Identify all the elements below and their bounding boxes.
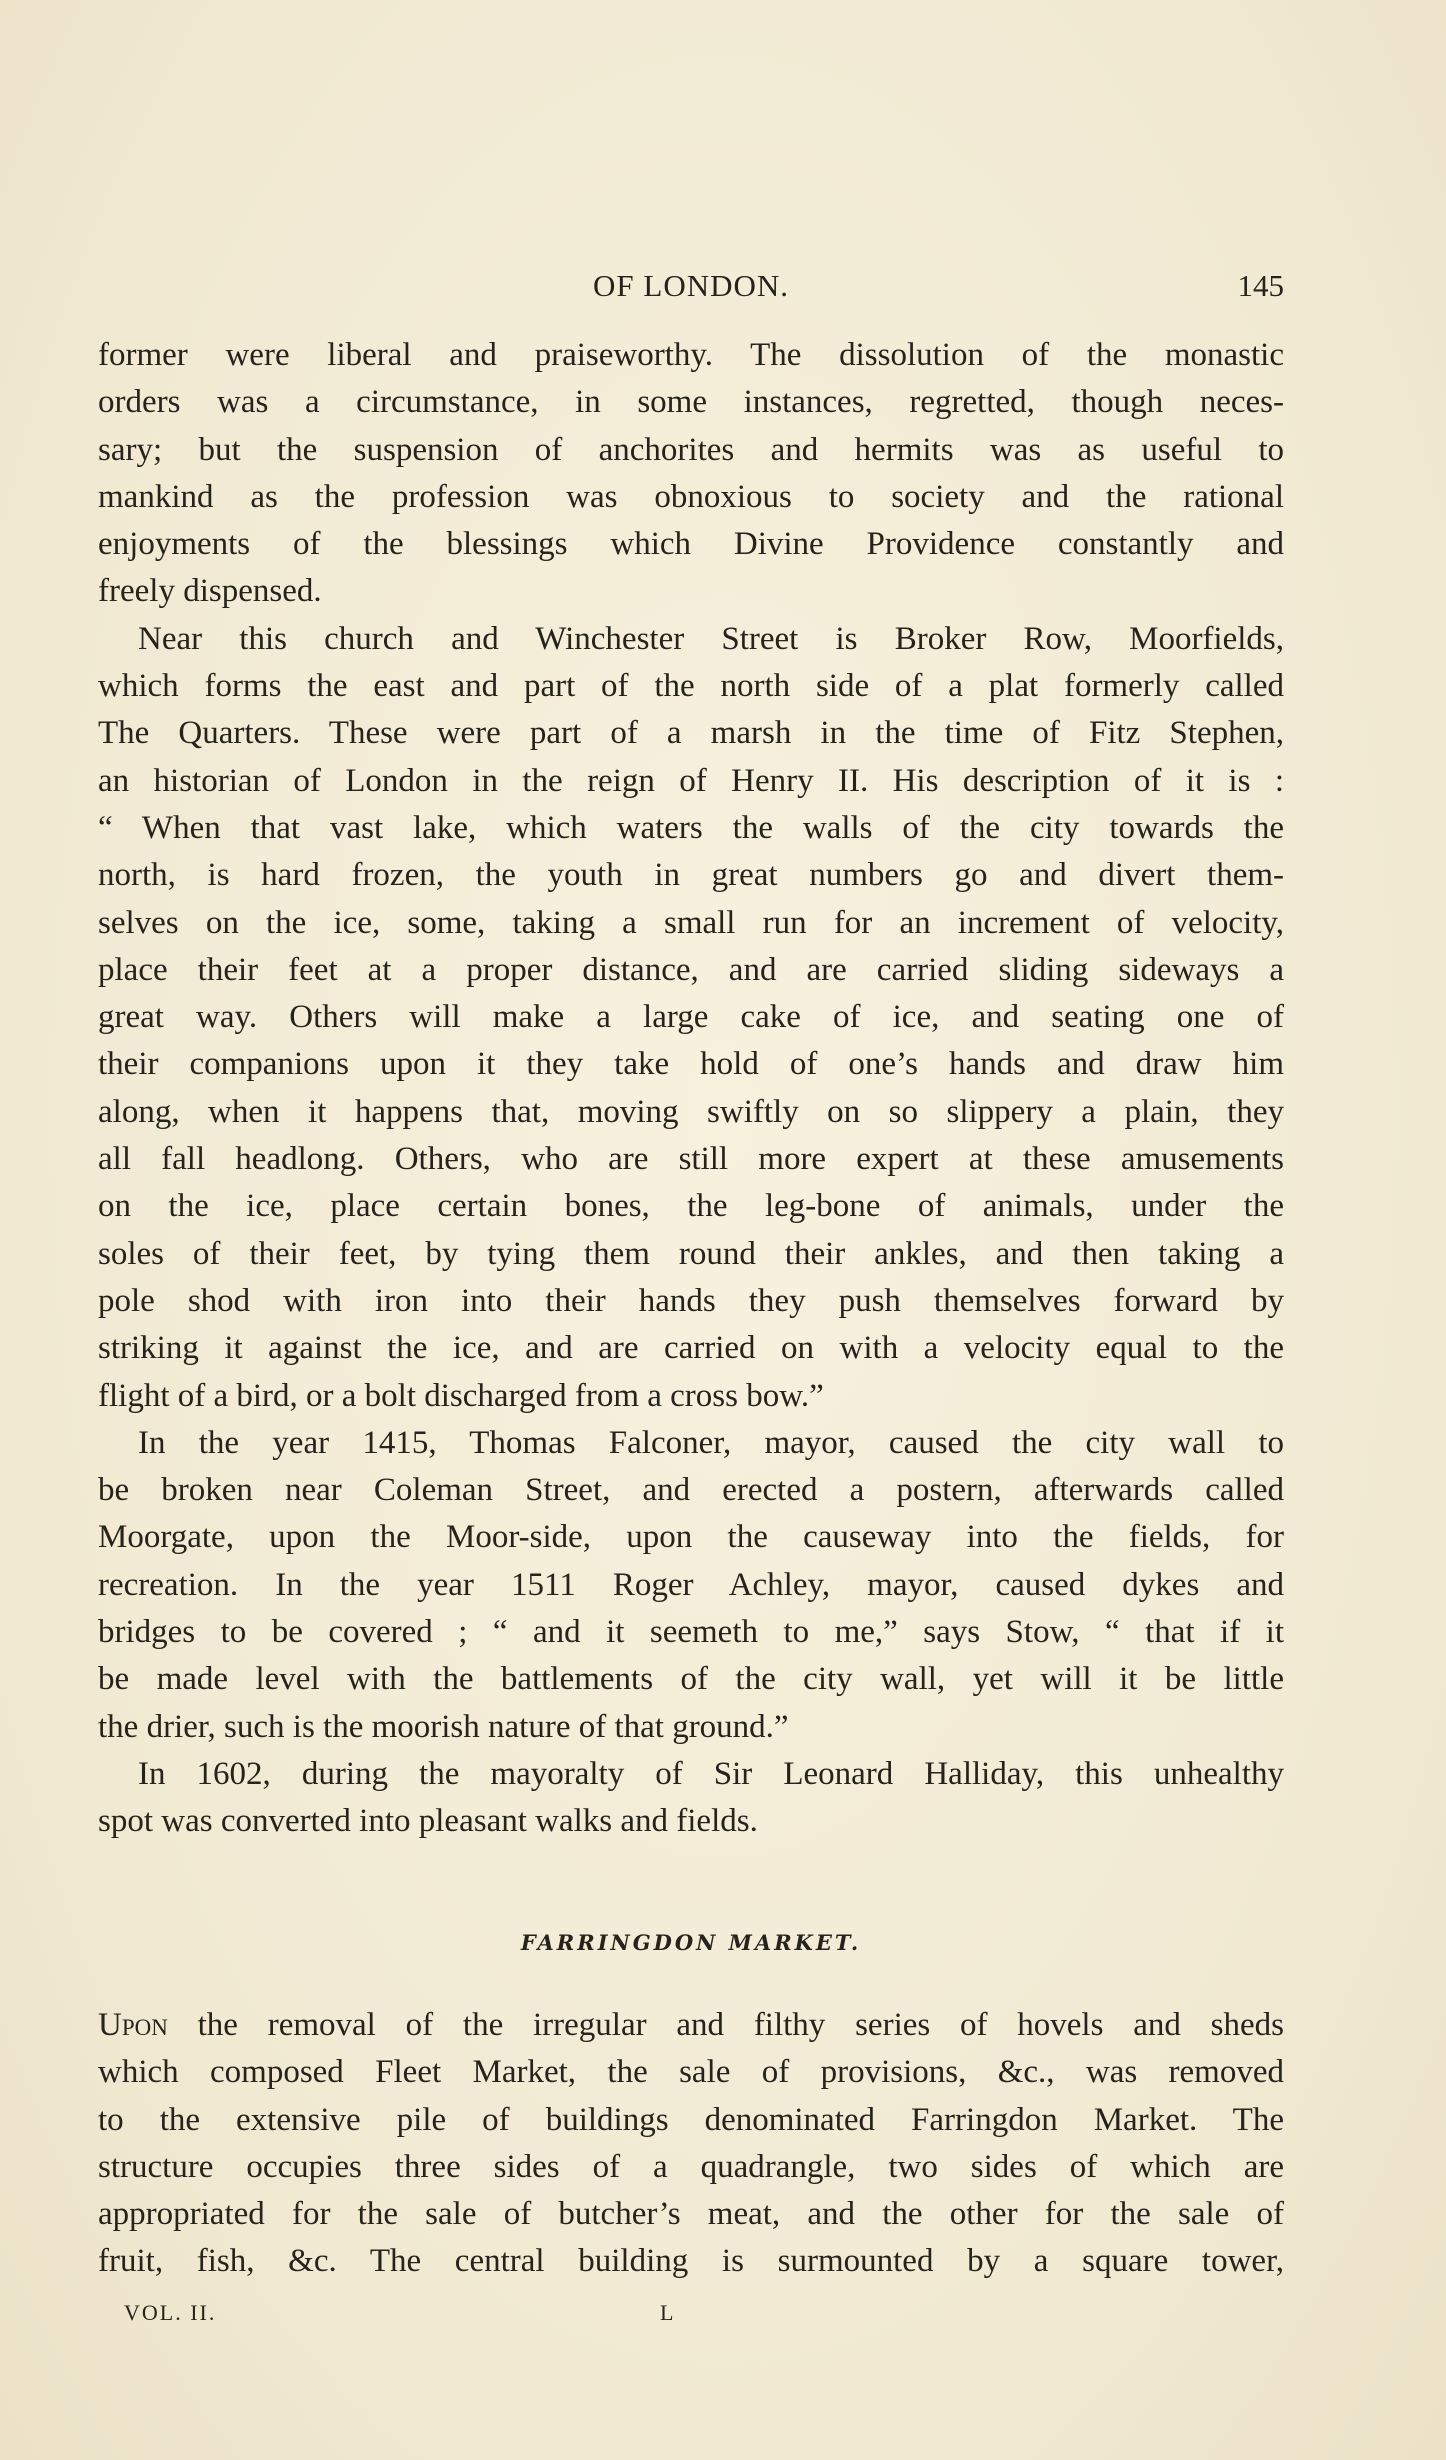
text-line: along, when it happens that, moving swiftly on so slippery a plain, they — [98, 1093, 1284, 1130]
body-text — [98, 332, 1284, 1846]
text-line: former were liberal and praiseworthy. The dissolution of the monastic — [98, 337, 1284, 373]
text-line: The Quarters. These were part of a marsh in the time of Fitz Stephen, — [98, 715, 1284, 752]
text-line: structure occupies three sides of a quadrangle, two sides of which are — [98, 2148, 1284, 2185]
text-line: In the year 1415, Thomas Falconer, mayor, caused the city wall to — [138, 1424, 1284, 1461]
section-body — [98, 2002, 1284, 2286]
text-line: enjoyments of the blessings which Divine Providence constantly and — [98, 526, 1284, 563]
text-line: mankind as the profession was obnoxious to society and the rational — [98, 478, 1284, 515]
text-line: their companions upon it they take hold of one’s hands and draw him — [98, 1046, 1284, 1083]
signature-mark: L — [660, 2300, 676, 2325]
text-line: great way. Others will make a large cake of ice, and seating one of — [98, 999, 1284, 1036]
text-line: on the ice, place certain bones, the leg-bone of animals, under the — [98, 1188, 1284, 1225]
text-line: bridges to be covered ; “ and it seemeth to me,” says Stow, “ that if it — [98, 1614, 1284, 1651]
text-line: which composed Fleet Market, the sale of provisions, &c., was removed — [98, 2054, 1284, 2091]
first-line-rest: the removal of the irregular and filthy series of hovels and sheds — [167, 2007, 1284, 2043]
text-line: spot was converted into pleasant walks and fields. — [98, 1803, 758, 1840]
text-line: selves on the ice, some, taking a small run for an increment of velocity, — [98, 904, 1284, 941]
running-head-title: OF LONDON. — [593, 268, 789, 303]
text-line: appropriated for the sale of butcher’s meat, and the other for the sale of — [98, 2196, 1284, 2233]
text-line: the drier, such is the moorish nature of that ground.” — [98, 1708, 789, 1745]
text-line: which forms the east and part of the north side of a plat formerly called — [98, 668, 1284, 705]
text-line: an historian of London in the reign of Henry II. His description of it is : — [98, 762, 1284, 799]
page-footer — [98, 2300, 1284, 2336]
text-line: be made level with the battlements of the city wall, yet will it be little — [98, 1661, 1284, 1698]
text-line: all fall headlong. Others, who are still more expert at these amusements — [98, 1141, 1284, 1178]
text-line: place their feet at a proper distance, and are carried sliding sideways a — [98, 951, 1284, 988]
text-line: sary; but the suspension of anchorites and hermits was as useful to — [98, 431, 1284, 468]
text-line: north, is hard frozen, the youth in great numbers go and divert them- — [98, 857, 1284, 894]
running-head — [98, 268, 1284, 308]
text-line: “ When that vast lake, which waters the walls of the city towards the — [98, 809, 1284, 846]
volume-label: VOL. II. — [124, 2300, 217, 2325]
text-line: pole shod with iron into their hands they push themselves forward by — [98, 1282, 1284, 1319]
text-line: fruit, fish, &c. The central building is surmounted by a square tower, — [98, 2243, 1284, 2280]
text-line: Near this church and Winchester Street is Broker Row, Moorfields, — [138, 620, 1284, 657]
page-number: 145 — [1237, 268, 1284, 303]
text-line: Moorgate, upon the Moor-side, upon the causeway into the fields, for — [98, 1519, 1284, 1556]
dropcap-word: Upon — [98, 2007, 168, 2043]
text-line: be broken near Coleman Street, and erected a postern, afterwards called — [98, 1472, 1284, 1509]
text-line: striking it against the ice, and are carried on with a velocity equal to the — [98, 1330, 1284, 1367]
section-heading: FARRINGDON MARKET. — [520, 1930, 862, 1955]
section-heading-block — [98, 1930, 1284, 1955]
text-line: flight of a bird, or a bolt discharged from a cross bow.” — [98, 1377, 824, 1414]
text-line: In 1602, during the mayoralty of Sir Leonard Halliday, this unhealthy — [138, 1755, 1284, 1792]
text-line: to the extensive pile of buildings denominated Farringdon Market. The — [98, 2101, 1284, 2138]
text-line: freely dispensed. — [98, 573, 322, 610]
text-line: recreation. In the year 1511 Roger Achley, mayor, caused dykes and — [98, 1566, 1284, 1603]
text-line: soles of their feet, by tying them round their ankles, and then taking a — [98, 1235, 1284, 1272]
text-line: orders was a circumstance, in some instances, regretted, though neces- — [98, 384, 1284, 421]
section-first-line — [98, 2002, 1284, 2049]
